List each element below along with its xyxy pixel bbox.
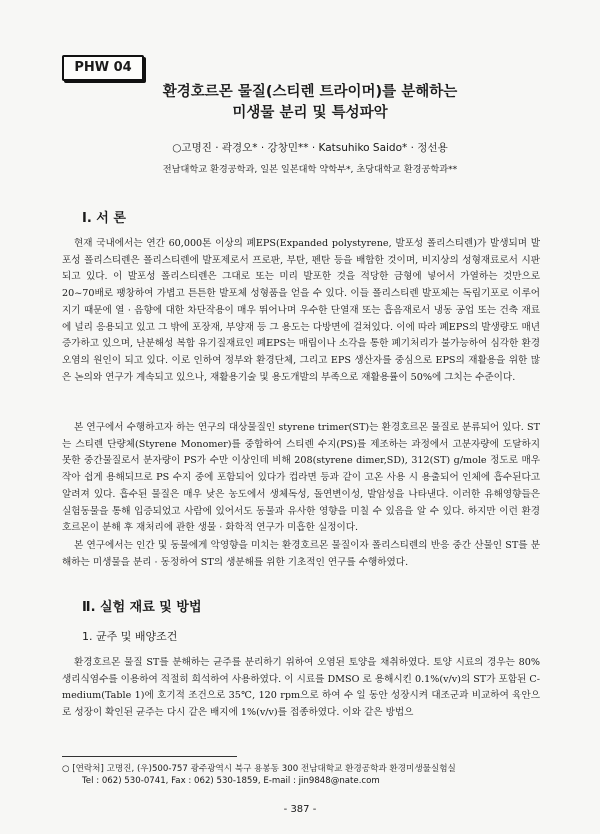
authors: ○고명진 · 곽경오* · 강창민** · Katsuhiko Saido* · 정선용 [172, 142, 448, 154]
footnote-divider [62, 756, 237, 757]
footnote-contact-details: Tel : 062) 530-0741, Fax : 062) 530-1859, E-mail : jin9848@nate.com [82, 776, 380, 786]
subsection-heading: 1. 균주 및 배양조건 [82, 630, 178, 643]
section-heading-methods: Ⅱ. 실험 재료 및 방법 [82, 600, 202, 615]
section-heading-introduction: Ⅰ. 서 론 [82, 211, 126, 226]
page-number: - 387 - [283, 804, 317, 815]
session-badge: PHW 04 [62, 55, 144, 81]
paper-title-line-2: 미생물 분리 및 특성파악 [232, 105, 388, 121]
paper-title-line-1: 환경호르몬 물질(스티렌 트라이머)를 분해하는 [162, 84, 458, 100]
affiliations: 전남대학교 환경공학과, 일본 일본대학 약학부*, 초당대학교 환경공학과** [162, 164, 458, 175]
footnote-contact: ○ [연락처] 고명진, (우)500-757 광주광역시 북구 용봉동 300 전남대학교 환경공학과 환경미생물실험실 [62, 764, 456, 774]
body-paragraph: 본 연구에서 수행하고자 하는 연구의 대상물질인 styrene trimer(ST)는 환경호르몬 물질로 분류되어 있다. ST는 스티렌 단량체(Styrene Monomer)를 중합하여 스티렌 수지(PS)를 제조하는 과정에서 고분자량에 도달하지 못한 중간물질로서 분자량이 PS가 수만 이상인데 비해 208(styrene dimer,SD), 312(ST) g/mole 정도로 매우 작아 쉽게 용해되므로 PS 수지 중에 포함되어 있다가 컵라면 등과 같이 고온 사용 시 용출되어 인체에 흡수된다고 알려져 있다. 흡수된 물질은 매우 낮은 농도에서 생체독성, 돌연변이성, 발암성을 나타낸다. 이러한 유해영향들은 실험동물을 통해 입증되었고 사람에 있어서도 동물과 유사한 영향을 미칠 수 있음을 알 수 있다. 하지만 이런 환경호르몬이 분해 후 재처리에 관한 생물 · 화학적 연구가 미흡한 실정이다. [62, 422, 540, 534]
body-paragraph: 환경호르몬 물질 ST를 분해하는 균주를 분리하기 위하여 오염된 토양을 채취하였다. 토양 시료의 경우는 80% 생리식염수를 이용하여 적절히 희석하여 사용하였다. 이 시료를 DMSO 로 용해시킨 0.1%(v/v)의 ST가 포함된 C-medium(Table 1)에 호기적 조건으로 35℃, 120 rpm으로 하여 수 일 동안 성장시켜 대조군과 비교하여 육안으로 성장이 확인된 균주는 다시 같은 배지에 1%(v/v)를 접종하였다. 이와 같은 방법으 [62, 657, 540, 719]
body-paragraph: 본 연구에서는 인간 및 동물에게 악영향을 미치는 환경호르몬 물질이자 폴리스티렌의 반응 중간 산물인 ST를 분해하는 미생물을 분리 · 동정하여 ST의 생분해를 위한 기초적인 연구를 수행하였다. [62, 540, 540, 568]
body-paragraph: 현재 국내에서는 연간 60,000톤 이상의 폐EPS(Expanded polystyrene, 발포성 폴리스티렌)가 발생되며 발포성 폴리스티렌은 폴리스티렌에 발포제로서 프로판, 부탄, 펜탄 등을 배합한 것이며, 비지상의 성형재료로서 시판되고 있다. 이 발포성 폴리스티렌은 그대로 또는 미리 발포한 것을 적당한 금형에 넣어서 가열하는 것만으로 20~70배로 팽창하여 가볍고 튼튼한 발포체 성형품을 얻을 수 있다. 이들 폴리스티렌 발포체는 독립기포로 이루어지기 때문에 열 · 음향에 대한 차단작용이 매우 뛰어나며 우수한 단열재 또는 흡음재로서 냉동 공업 또는 건축 재료에 널리 응용되고 있고 그 밖에 포장재, 부양재 등 그 용도는 다방면에 걸쳐있다. 이에 따라 폐EPS의 발생량도 매년 증가하고 있으며, 난분해성 복합 유기질재료인 폐EPS는 매립이나 소각을 통한 폐기처리가 불가능하여 심각한 환경오염의 원인이 되고 있다. 이로 인하여 정부와 환경단체, 그리고 EPS 생산자를 중심으로 EPS의 재활용을 위한 많은 논의와 연구가 계속되고 있으나, 재활용기술 및 용도개발의 부족으로 재활용률이 50%에 그치는 수준이다. [62, 238, 540, 383]
